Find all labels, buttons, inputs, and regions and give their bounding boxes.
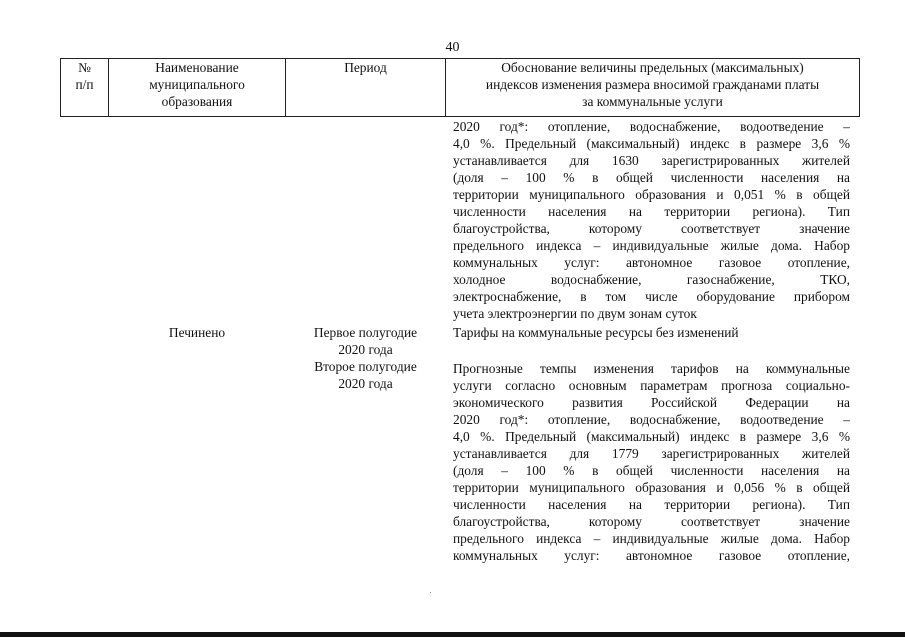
text-line: 2020 год*: отопление, водоснабжение, водоотведение – (453, 412, 850, 427)
basis-second-half (453, 360, 850, 564)
text-line: территории муниципального образования и 0,051 % в общей (453, 187, 850, 202)
header-basis-column (446, 59, 859, 110)
header-line: за коммунальные услуги (582, 94, 723, 109)
period-line: Второе полугодие (314, 359, 417, 374)
header-municipality-column (109, 59, 285, 110)
text-line: благоустройства, которому соответствует значение (453, 514, 850, 529)
header-number-column (61, 59, 108, 93)
table-border-right (859, 58, 860, 116)
header-line: муниципального (149, 77, 245, 92)
text-line: предельного индекса – индивидуальные жилые дома. Набор (453, 531, 850, 546)
text-line: численности населения на территории региона). Тип (453, 204, 850, 219)
period-line: Первое полугодие (313, 325, 418, 340)
period-second-half (286, 358, 445, 392)
basis-first-half (453, 324, 850, 341)
text-line: коммунальных услуг: автономное газовое отопление, (453, 255, 850, 270)
table-header-bottom-border (60, 116, 860, 117)
text-line: 2020 год*: отопление, водоснабжение, водоотведение – (453, 119, 850, 134)
header-line: Обоснование величины предельных (максимальных) (501, 60, 804, 75)
period-line: 2020 года (338, 376, 393, 391)
text-line: экономического развития Российской Федерации на (453, 395, 850, 410)
header-line: № (78, 60, 91, 75)
header-line: п/п (75, 77, 94, 92)
text-line: устанавливается для 1779 зарегистрированных жителей (453, 446, 850, 461)
text-line: Прогнозные темпы изменения тарифов на коммунальные (453, 361, 850, 376)
text-line: Тарифы на коммунальные ресурсы без изменений (453, 325, 739, 340)
text-line: коммунальных услуг: автономное газовое отопление, (453, 548, 850, 563)
text-line: 4,0 %. Предельный (максимальный) индекс в размере 3,6 % (453, 136, 850, 151)
scan-speck (430, 592, 431, 593)
period-line: 2020 года (338, 342, 393, 357)
basis-continuation-text (453, 118, 850, 322)
header-period-column (286, 59, 445, 76)
header-line: Наименование (155, 60, 239, 75)
header-line: образования (161, 94, 233, 109)
text-line: (доля – 100 % в общей численности населения на (453, 463, 850, 478)
text-line: благоустройства, которому соответствует значение (453, 221, 850, 236)
text-line: численности населения на территории региона). Тип (453, 497, 850, 512)
text-line: 4,0 %. Предельный (максимальный) индекс в размере 3,6 % (453, 429, 850, 444)
text-line: устанавливается для 1630 зарегистрированных жителей (453, 153, 850, 168)
municipality-name: Печинено (168, 325, 226, 340)
page-bottom-edge (0, 632, 905, 637)
header-line: индексов изменения размера вносимой гражданами платы (485, 77, 820, 92)
page-number: 40 (445, 40, 460, 55)
header-line: Период (344, 60, 387, 75)
text-line: услуги согласно основным параметрам прогноза социально- (453, 378, 850, 393)
text-line: холодное водоснабжение, газоснабжение, ТКО, (453, 272, 850, 287)
text-line: территории муниципального образования и 0,056 % в общей (453, 480, 850, 495)
text-line: учета электроэнергии по двум зонам суток (453, 306, 697, 321)
period-first-half (286, 324, 445, 358)
text-line: предельного индекса – индивидуальные жилые дома. Набор (453, 238, 850, 253)
text-line: электроснабжение, в том числе оборудование прибором (453, 289, 850, 304)
text-line: (доля – 100 % в общей численности населения на (453, 170, 850, 185)
